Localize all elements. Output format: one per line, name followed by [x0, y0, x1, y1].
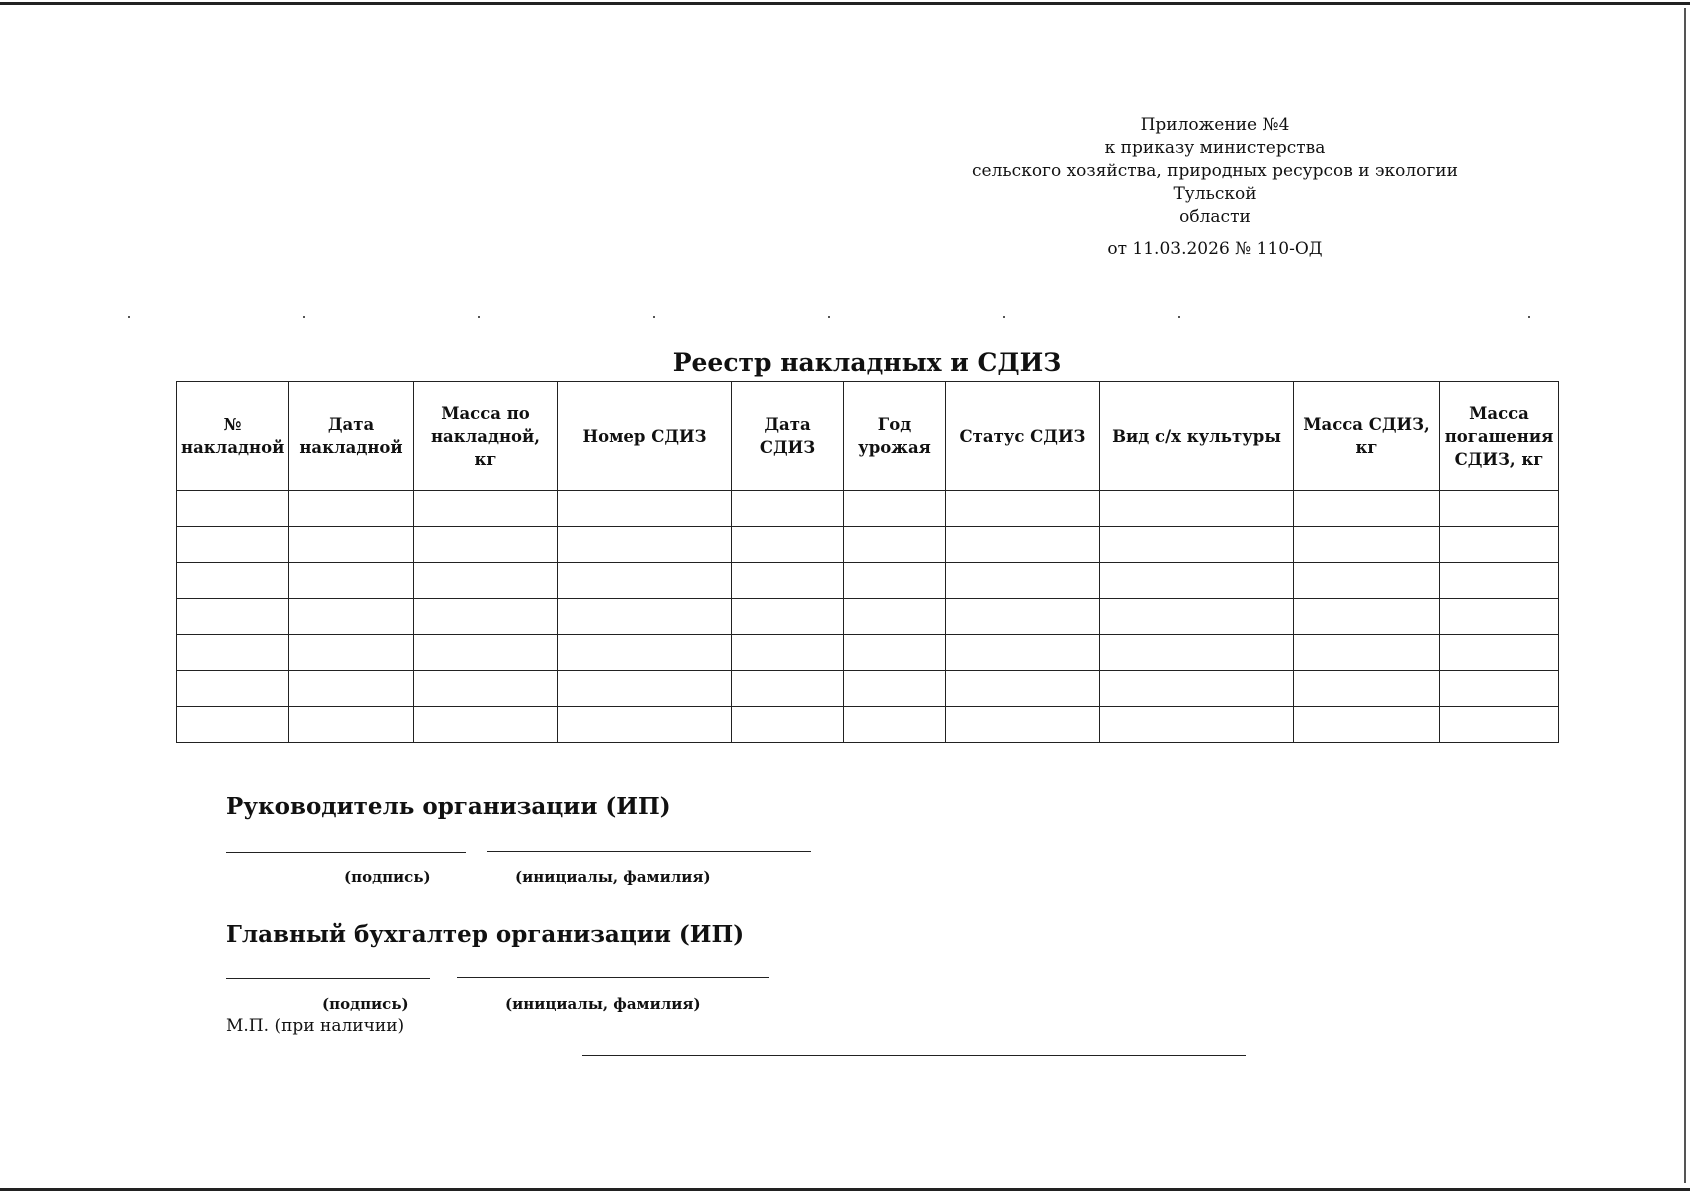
header-redemption-mass: Масса погашения СДИЗ, кг — [1440, 382, 1559, 491]
table-cell[interactable] — [558, 671, 732, 707]
table-cell[interactable] — [844, 599, 946, 635]
table-cell[interactable] — [1294, 707, 1440, 743]
header-crop-type: Вид с/х культуры — [1100, 382, 1294, 491]
head-name-caption: (инициалы, фамилия) — [515, 868, 711, 886]
table-cell[interactable] — [289, 707, 414, 743]
table-cell[interactable] — [1100, 671, 1294, 707]
table-row — [177, 563, 1559, 599]
table-cell[interactable] — [177, 707, 289, 743]
table-cell[interactable] — [946, 599, 1100, 635]
table-cell[interactable] — [1440, 707, 1559, 743]
table-cell[interactable] — [558, 563, 732, 599]
table-cell[interactable] — [289, 563, 414, 599]
table-cell[interactable] — [844, 491, 946, 527]
table-cell[interactable] — [414, 491, 558, 527]
table-cell[interactable] — [946, 671, 1100, 707]
head-name-line[interactable] — [487, 851, 811, 852]
table-row — [177, 527, 1559, 563]
scan-dot — [1528, 316, 1530, 318]
scan-dot — [828, 316, 830, 318]
table-cell[interactable] — [1440, 563, 1559, 599]
header-sdiz-date: Дата СДИЗ — [732, 382, 844, 491]
table-cell[interactable] — [177, 563, 289, 599]
table-cell[interactable] — [1294, 527, 1440, 563]
table-row — [177, 707, 1559, 743]
table-cell[interactable] — [844, 635, 946, 671]
table-cell[interactable] — [946, 527, 1100, 563]
header-sdiz-mass: Масса СДИЗ, кг — [1294, 382, 1440, 491]
table-cell[interactable] — [1100, 491, 1294, 527]
table-row — [177, 491, 1559, 527]
table-cell[interactable] — [414, 563, 558, 599]
table-row — [177, 635, 1559, 671]
scan-dot — [653, 316, 655, 318]
table-cell[interactable] — [844, 707, 946, 743]
table-cell[interactable] — [558, 635, 732, 671]
accountant-signature-line[interactable] — [226, 978, 430, 979]
table-cell[interactable] — [946, 635, 1100, 671]
scan-edge-top — [0, 2, 1690, 5]
table-cell[interactable] — [1440, 527, 1559, 563]
header-invoice-date: Дата накладной — [289, 382, 414, 491]
accountant-signature-heading: Главный бухгалтер организации (ИП) — [226, 921, 745, 948]
accountant-name-line[interactable] — [457, 977, 769, 978]
table-cell[interactable] — [732, 635, 844, 671]
table-cell[interactable] — [558, 707, 732, 743]
table-cell[interactable] — [1294, 563, 1440, 599]
table-cell[interactable] — [844, 527, 946, 563]
table-cell[interactable] — [844, 671, 946, 707]
scan-dot — [128, 316, 130, 318]
approval-line-region: области — [1179, 207, 1251, 227]
table-cell[interactable] — [289, 599, 414, 635]
scan-dot — [478, 316, 480, 318]
table-cell[interactable] — [289, 491, 414, 527]
table-cell[interactable] — [1440, 599, 1559, 635]
header-sdiz-status: Статус СДИЗ — [946, 382, 1100, 491]
scan-dot — [1003, 316, 1005, 318]
table-cell[interactable] — [1100, 527, 1294, 563]
table-cell[interactable] — [177, 635, 289, 671]
table-cell[interactable] — [558, 491, 732, 527]
accountant-signature-caption: (подпись) — [322, 995, 409, 1013]
table-cell[interactable] — [1294, 635, 1440, 671]
table-cell[interactable] — [732, 599, 844, 635]
table-cell[interactable] — [732, 671, 844, 707]
table-body — [177, 491, 1559, 743]
stamp-note: М.П. (при наличии) — [226, 1016, 405, 1036]
approval-line-order: к приказу министерства — [1104, 138, 1326, 158]
scan-edge-bottom — [0, 1188, 1690, 1191]
table-cell[interactable] — [732, 527, 844, 563]
header-invoice-number: № накладной — [177, 382, 289, 491]
header-invoice-mass: Масса по накладной, кг — [414, 382, 558, 491]
table-cell[interactable] — [558, 527, 732, 563]
table-cell[interactable] — [1294, 599, 1440, 635]
table-cell[interactable] — [732, 563, 844, 599]
table-cell[interactable] — [844, 563, 946, 599]
table-cell[interactable] — [1440, 671, 1559, 707]
table-cell[interactable] — [414, 707, 558, 743]
table-cell[interactable] — [177, 599, 289, 635]
table-cell[interactable] — [289, 671, 414, 707]
scan-edge-right — [1684, 8, 1686, 1183]
table-cell[interactable] — [177, 671, 289, 707]
table-cell[interactable] — [289, 635, 414, 671]
scan-dot — [1178, 316, 1180, 318]
table-cell[interactable] — [289, 527, 414, 563]
table-cell[interactable] — [946, 707, 1100, 743]
table-cell[interactable] — [414, 527, 558, 563]
table-header-row — [177, 382, 1559, 491]
header-sdiz-number: Номер СДИЗ — [558, 382, 732, 491]
header-harvest-year: Год урожая — [844, 382, 946, 491]
table-cell[interactable] — [177, 491, 289, 527]
accountant-name-caption: (инициалы, фамилия) — [505, 995, 701, 1013]
table-cell[interactable] — [732, 707, 844, 743]
table-cell[interactable] — [414, 671, 558, 707]
head-signature-line[interactable] — [226, 852, 466, 853]
table-cell[interactable] — [1294, 491, 1440, 527]
approval-line-annex: Приложение №4 — [1140, 115, 1290, 135]
table-cell[interactable] — [1100, 563, 1294, 599]
table-cell[interactable] — [732, 491, 844, 527]
approval-block — [940, 114, 1490, 261]
table-cell[interactable] — [1440, 635, 1559, 671]
table-cell[interactable] — [946, 491, 1100, 527]
head-signature-heading: Руководитель организации (ИП) — [226, 793, 671, 820]
approval-line-ministry: сельского хозяйства, природных ресурсов и экологии Тульской — [972, 161, 1458, 204]
approval-order-number: от 11.03.2026 № 110-ОД — [1107, 239, 1323, 259]
table-row — [177, 671, 1559, 707]
table-row — [177, 599, 1559, 635]
table-cell[interactable] — [1100, 635, 1294, 671]
head-signature-caption: (подпись) — [344, 868, 431, 886]
scan-dot — [303, 316, 305, 318]
document-title: Реестр накладных и СДИЗ — [672, 348, 1062, 377]
table-cell[interactable] — [1440, 491, 1559, 527]
registry-table — [176, 381, 1559, 743]
closing-line — [582, 1055, 1246, 1056]
table-cell[interactable] — [558, 599, 732, 635]
table-cell[interactable] — [414, 599, 558, 635]
table-cell[interactable] — [946, 563, 1100, 599]
table-cell[interactable] — [177, 527, 289, 563]
table-cell[interactable] — [1100, 599, 1294, 635]
table-cell[interactable] — [1100, 707, 1294, 743]
table-cell[interactable] — [414, 635, 558, 671]
table-cell[interactable] — [1294, 671, 1440, 707]
